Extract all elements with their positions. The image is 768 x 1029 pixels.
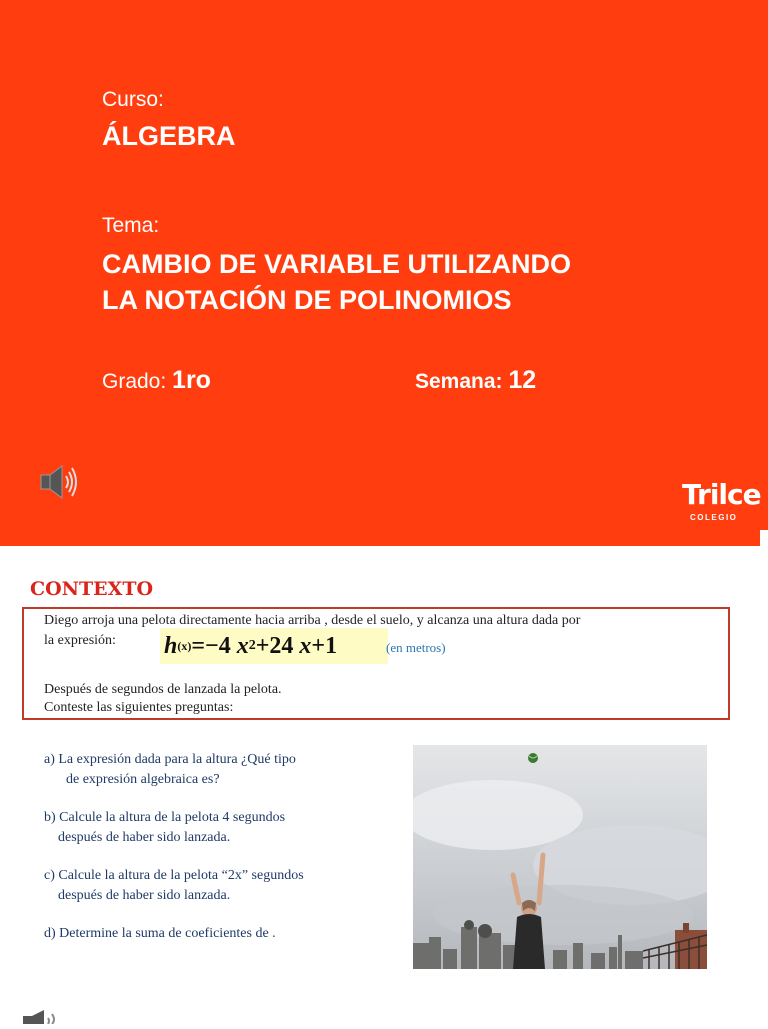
question-b [44, 808, 285, 848]
question-b-line-1: b) Calcule la altura de la pelota 4 segundos [44, 810, 286, 825]
height-formula [160, 628, 388, 664]
formula-func: h [164, 632, 178, 659]
formula-exp: 2 [248, 638, 256, 653]
question-c-line-1: c) Calcule la altura de la pelota “2x” segundos [44, 868, 304, 883]
slide-edge [760, 530, 768, 546]
formula-x2: x [299, 632, 312, 659]
question-d-line-1: d) Determine la suma de coeficientes de . [44, 926, 276, 941]
question-a [44, 750, 296, 790]
question-b-line-2: después de haber sido lanzada. [58, 830, 231, 845]
context-line-4: Conteste las siguientes preguntas: [44, 700, 234, 715]
semana-value: 12 [508, 366, 537, 394]
context-heading: CONTEXTO [30, 578, 154, 600]
question-c [44, 866, 304, 906]
tema-line-1: CAMBIO DE VARIABLE UTILIZANDO [102, 249, 571, 279]
grado-value: 1ro [172, 366, 211, 394]
ball-throw-photo [413, 745, 707, 969]
context-line-1: Diego arroja una pelota directamente hacia arriba , desde el suelo, y alcanza una altura dada por [44, 613, 581, 628]
unit-label: (en metros) [386, 640, 446, 655]
formula-rhs-b: +24 [255, 632, 294, 659]
context-line-3: Después de segundos de lanzada la pelota. [44, 682, 282, 697]
formula-rhs-a: =−4 [191, 632, 231, 659]
curso-label: Curso: [102, 88, 164, 111]
grado-row [102, 366, 211, 395]
speaker-icon-2[interactable] [22, 1010, 60, 1029]
formula-rhs-c: +1 [311, 632, 338, 659]
speaker-icon[interactable] [40, 463, 78, 506]
semana-row [415, 366, 536, 395]
question-a-line-2: de expresión algebraica es? [66, 772, 220, 787]
formula-var: (x) [177, 638, 192, 653]
formula-x1: x [236, 632, 249, 659]
trilce-logo-sub: COLEGIO [690, 513, 738, 522]
context-line-2: la expresión: [44, 633, 116, 648]
question-c-line-2: después de haber sido lanzada. [58, 888, 231, 903]
curso-value: ÁLGEBRA [102, 121, 236, 151]
question-a-line-1: a) La expresión dada para la altura ¿Qué tipo [44, 752, 296, 767]
trilce-logo: Trilce [682, 478, 761, 511]
question-d [44, 924, 276, 944]
grado-label: Grado: [102, 370, 167, 393]
tema-line-2: LA NOTACIÓN DE POLINOMIOS [102, 285, 512, 315]
tema-label: Tema: [102, 214, 160, 237]
semana-label: Semana: [415, 370, 503, 393]
